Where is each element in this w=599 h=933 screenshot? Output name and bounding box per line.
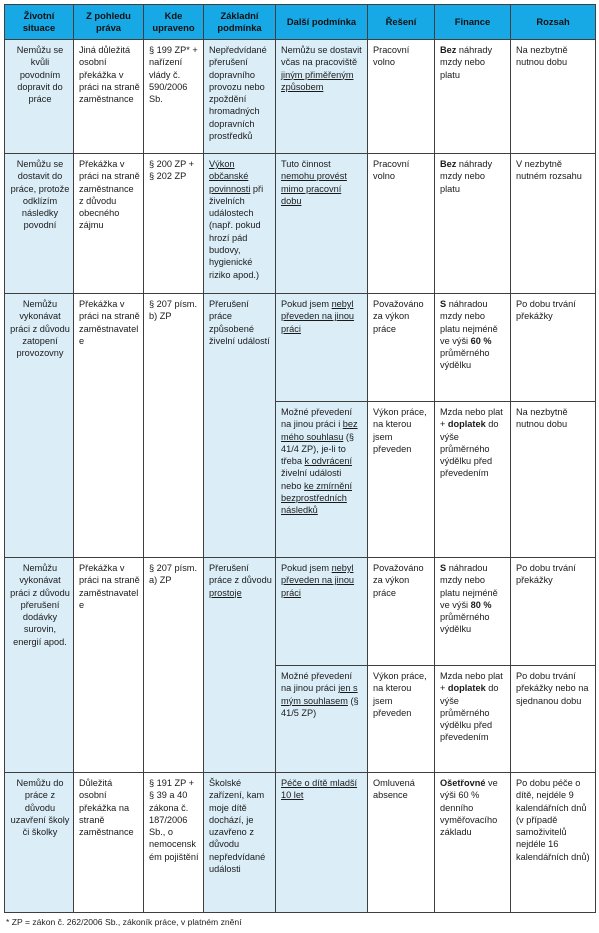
underlined-text: prostoje xyxy=(209,587,242,598)
underlined-text: nemohu provést mimo pracovní dobu xyxy=(281,171,347,206)
regulation-cell: § 199 ZP* + nařízení vlády č. 590/2006 Sb. xyxy=(144,40,204,154)
scope-cell: Po dobu trvání překážky xyxy=(511,558,596,666)
header-kde-upraveno: Kde upraveno xyxy=(144,5,204,40)
bold-text: S xyxy=(440,299,447,309)
text: Tuto činnost xyxy=(281,159,331,169)
scope-cell: Po dobu trvání překážky nebo na sjednanou dobu xyxy=(511,666,596,773)
finance-cell xyxy=(435,294,511,402)
text: živelní události nebo xyxy=(281,468,342,491)
header-rozsah: Rozsah xyxy=(511,5,596,40)
finance-cell xyxy=(435,558,511,666)
solution-cell: Výkon práce, na kterou jsem převeden xyxy=(368,666,435,773)
text: Pokud jsem xyxy=(281,563,332,573)
text: Mzda nebo plat + xyxy=(440,671,503,694)
table-row xyxy=(5,558,596,666)
further-condition-cell xyxy=(276,294,368,402)
law-view-cell: Překážka v práci na straně zaměstnavatele xyxy=(74,558,144,773)
header-z-pohledu-prava: Z pohledu práva xyxy=(74,5,144,40)
situation-cell: Nemůžu vykonávat práci z důvodu přerušení dodávky surovin, energií apod. xyxy=(5,558,74,773)
bold-text: Bez xyxy=(440,45,457,55)
bold-text: 60 % xyxy=(470,335,492,346)
solution-cell: Považováno za výkon práce xyxy=(368,294,435,402)
header-reseni: Řešení xyxy=(368,5,435,40)
header-row xyxy=(5,5,596,40)
underlined-text: bez mého souhlasu xyxy=(281,419,358,442)
scope-cell: Po dobu péče o dítě, nejdéle 9 kalendářních dnů (v případě samoživitelů nejdéle 16 kalendářních dnů) xyxy=(511,773,596,913)
text: Možné převedení na jinou práci i xyxy=(281,407,352,430)
law-view-cell: Důležitá osobní překážka na straně zaměstnance xyxy=(74,773,144,913)
underlined-text: nebyl převeden na jinou práci xyxy=(281,299,355,334)
table-row xyxy=(5,773,596,913)
bold-text: S xyxy=(440,563,447,573)
underlined-text: jiným přiměřeným způsobem xyxy=(281,69,354,92)
finance-cell xyxy=(435,773,511,913)
text: do výše průměrného výdělku před převedením xyxy=(440,683,499,743)
text: (§ 41/5 ZP) xyxy=(281,695,359,718)
text: Mzda nebo plat + xyxy=(440,407,503,430)
situation-cell: Nemůžu vykonávat práci z důvodu zatopení provozovny xyxy=(5,294,74,558)
bold-text: doplatek xyxy=(447,683,486,694)
table-row xyxy=(5,294,596,402)
finance-cell xyxy=(435,402,511,558)
header-dalsi-podminka: Další podmínka xyxy=(276,5,368,40)
underlined-text: ke zmírnění bezprostředních následků xyxy=(281,480,352,516)
further-condition-cell xyxy=(276,402,368,558)
further-condition-cell xyxy=(276,666,368,773)
scope-cell: V nezbytně nutném rozsahu xyxy=(511,154,596,294)
header-zivotni-situace: Životní situace xyxy=(5,5,74,40)
text: do výše průměrného výdělku před převedením xyxy=(440,419,499,479)
regulation-cell: § 200 ZP + § 202 ZP xyxy=(144,154,204,294)
text: průměrného výdělku xyxy=(440,348,490,371)
text: ve výši 60 % denního vyměřovacího základu xyxy=(440,778,498,838)
basic-condition-cell: Školské zařízení, kam moje dítě dochází, je uzavřeno z důvodu nepředvídané události xyxy=(204,773,276,913)
further-condition-cell xyxy=(276,40,368,154)
underlined-text: nebyl převeden na jinou práci xyxy=(281,563,355,598)
text: Nemůžu se dostavit včas na pracoviště xyxy=(281,45,362,68)
law-view-cell: Překážka v práci na straně zaměstnance z důvodu obecného zájmu xyxy=(74,154,144,294)
regulation-cell: § 207 písm. a) ZP xyxy=(144,558,204,773)
header-finance: Finance xyxy=(435,5,511,40)
text: (§ 41/4 ZP), je-li to třeba xyxy=(281,431,355,467)
underlined-text: k odvrácení xyxy=(304,456,352,467)
basic-condition-cell: Přerušení práce způsobené živelní událostí xyxy=(204,294,276,558)
law-view-cell: Jiná důležitá osobní překážka v práci na straně zaměstnance xyxy=(74,40,144,154)
bold-text: Bez xyxy=(440,159,457,169)
basic-condition-cell xyxy=(204,558,276,773)
text: náhradou mzdy nebo platu nejméně ve výši xyxy=(440,299,498,346)
legal-situations-table xyxy=(4,4,596,913)
text: náhrady mzdy nebo platu xyxy=(440,159,493,194)
solution-cell: Pracovní volno xyxy=(368,154,435,294)
further-condition-cell xyxy=(276,154,368,294)
text: průměrného výdělku xyxy=(440,612,490,635)
law-view-cell: Překážka v práci na straně zaměstnavatele xyxy=(74,294,144,558)
finance-cell xyxy=(435,666,511,773)
underlined-text: Péče o dítě mladší 10 let xyxy=(281,778,358,801)
scope-cell: Na nezbytně nutnou dobu xyxy=(511,40,596,154)
scope-cell: Na nezbytně nutnou dobu xyxy=(511,402,596,558)
bold-text: Ošetřovné xyxy=(440,778,486,788)
further-condition-cell xyxy=(276,773,368,913)
text: náhradou mzdy nebo platu nejméně ve výši xyxy=(440,563,498,610)
underlined-text: jen s mým souhlasem xyxy=(281,683,358,706)
solution-cell: Považováno za výkon práce xyxy=(368,558,435,666)
text: Přerušení práce z důvodu xyxy=(209,563,272,586)
text: Pokud jsem xyxy=(281,299,332,309)
regulation-cell: § 207 písm. b) ZP xyxy=(144,294,204,558)
header-zakladni-podminka: Základní podmínka xyxy=(204,5,276,40)
basic-condition-cell: Nepředvídané přerušení dopravního provozu nebo zpoždění hromadných dopravních prostředků xyxy=(204,40,276,154)
further-condition-cell xyxy=(276,558,368,666)
solution-cell: Pracovní volno xyxy=(368,40,435,154)
text: náhrady mzdy nebo platu xyxy=(440,45,493,80)
situation-cell: Nemůžu se kvůli povodním dopravit do práce xyxy=(5,40,74,154)
bold-text: 80 % xyxy=(470,599,492,610)
scope-cell: Po dobu trvání překážky xyxy=(511,294,596,402)
table-row xyxy=(5,154,596,294)
table-row xyxy=(5,40,596,154)
finance-cell xyxy=(435,40,511,154)
text: Možné převedení na jinou práci xyxy=(281,671,352,694)
bold-text: doplatek xyxy=(447,419,486,430)
underlined-text: Výkon občanské povinnosti xyxy=(209,159,251,194)
finance-cell xyxy=(435,154,511,294)
solution-cell: Výkon práce, na kterou jsem převeden xyxy=(368,402,435,558)
regulation-cell: § 191 ZP + § 39 a 40 zákona č. 187/2006 Sb., o nemocenském pojištění xyxy=(144,773,204,913)
solution-cell: Omluvená absence xyxy=(368,773,435,913)
situation-cell: Nemůžu se dostavit do práce, protože odklízím následky povodní xyxy=(5,154,74,294)
text: při živelních událostech (např. pokud hrozí pád budovy, hygienické riziko apod.) xyxy=(209,183,264,280)
situation-cell: Nemůžu do práce z důvodu uzavření školy či školky xyxy=(5,773,74,913)
footnote: * ZP = zákon č. 262/2006 Sb., zákoník práce, v platném znění xyxy=(6,917,242,927)
basic-condition-cell xyxy=(204,154,276,294)
